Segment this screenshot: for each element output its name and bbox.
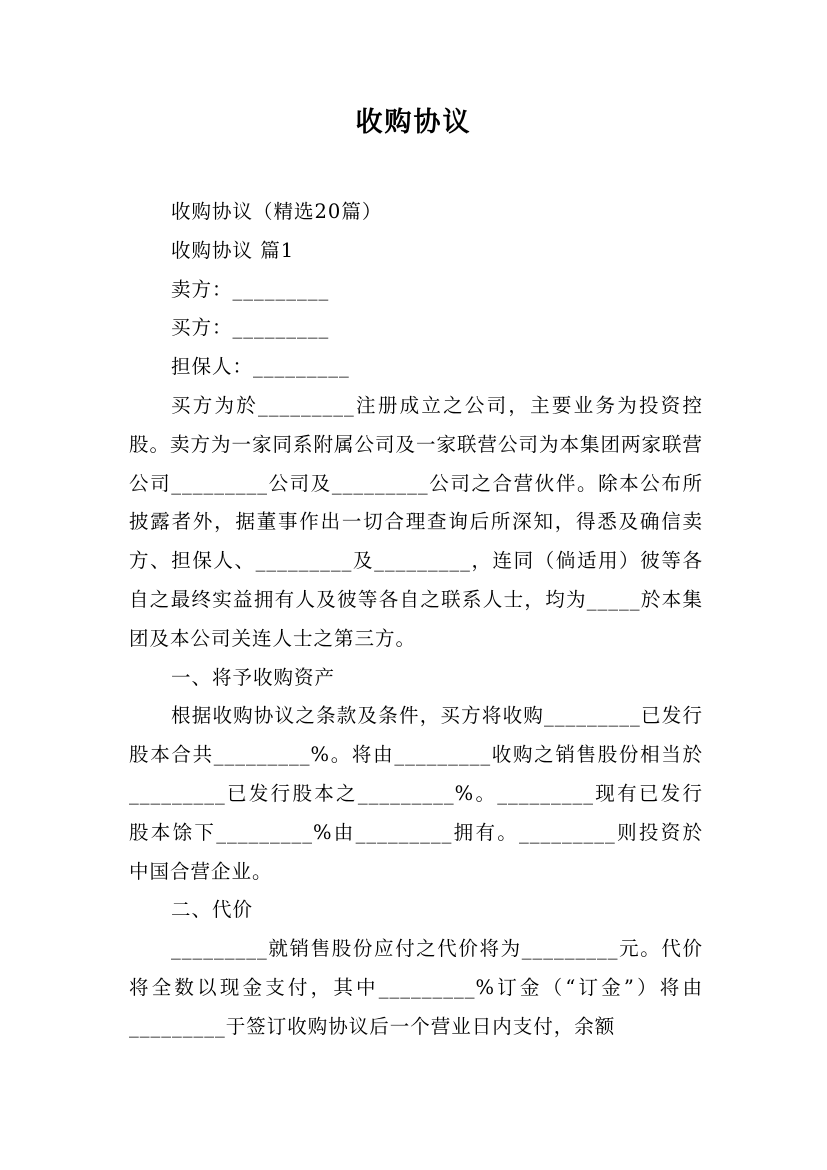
document-title: 收购协议 <box>355 107 472 138</box>
body-paragraph: 根据收购协议之条款及条件，买方将收购_________已发行股本合共_________%。将由_________收购之销售股份相当於_________已发行股本之_________%。_________现有已发行股本馀下_________%由_________拥有。_________则投资於中国合营企业。 <box>129 704 703 883</box>
clause-heading: 一、将予收购资产 <box>171 665 336 689</box>
document-body <box>129 193 703 1047</box>
buyer-line: 买方：_________ <box>171 316 330 340</box>
clause-heading: 二、代价 <box>171 898 254 922</box>
guarantor-line: 担保人：_________ <box>171 355 350 379</box>
body-paragraph: _________就销售股份应付之代价将为_________元。代价将全数以现金支付，其中_________%订金（“订金”）将由_________于签订收购协议后一个营业日内支付，余额 <box>129 937 703 1038</box>
subtitle-paragraph: 收购协议（精选20篇） <box>171 200 383 223</box>
body-paragraph: 买方为於_________注册成立之公司，主要业务为投资控股。卖方为一家同系附属公司及一家联营公司为本集团两家联营公司_________公司及_________公司之合营伙伴。除本公布所披露者外，据董事作出一切合理查询后所深知，得悉及确信卖方、担保人、_________及_________，连同（倘适用）彼等各自之最终实益拥有人及彼等各自之联系人士，均为_____於本集团及本公司关连人士之第三方。 <box>129 393 704 650</box>
seller-line: 卖方：_________ <box>171 277 330 301</box>
section-heading: 收购协议 篇1 <box>171 238 295 262</box>
